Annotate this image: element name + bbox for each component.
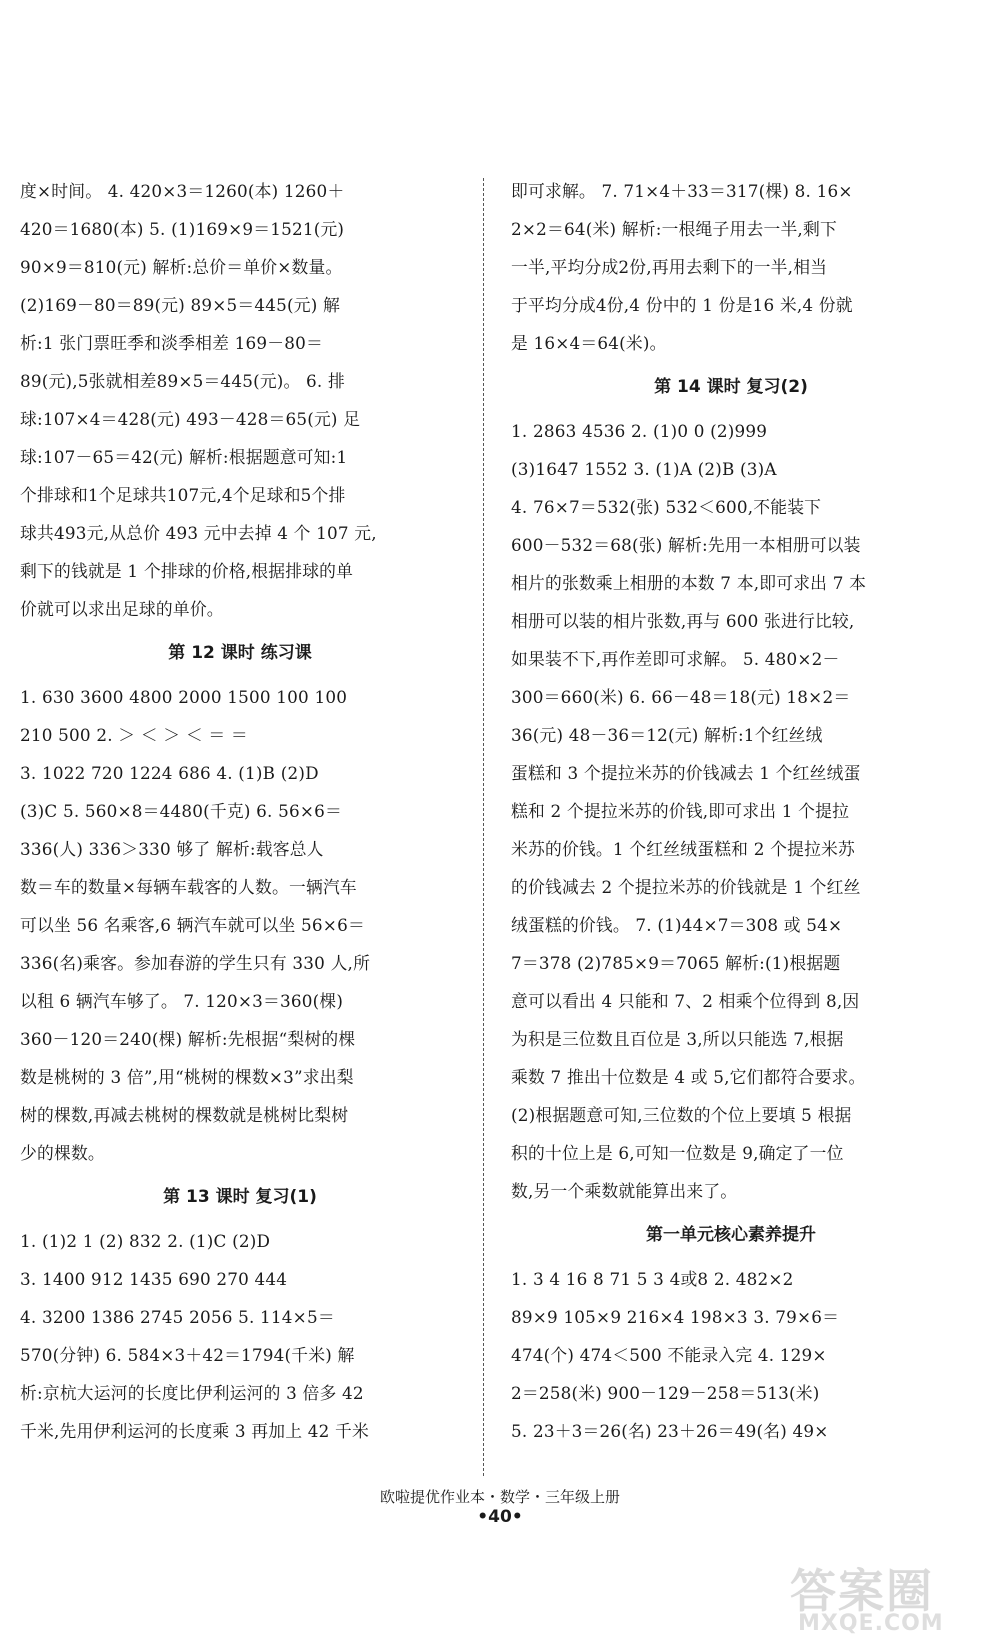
text-line: 可以坐 56 名乘客,6 辆汽车就可以坐 56×6＝ (20, 915, 365, 935)
footer-book-series: 欧啦提优作业本・数学・三年级上册 (379, 1488, 620, 1506)
text-line: 价就可以求出足球的单价。 (20, 599, 224, 619)
text-line: 糕和 2 个提拉米苏的价钱,即可求出 1 个提拉 (511, 801, 850, 821)
left-column (20, 172, 460, 1450)
text-line: 相册可以装的相片张数,再与 600 张进行比较, (511, 611, 855, 631)
text-line: 析:京杭大运河的长度比伊利运河的 3 倍多 42 (20, 1383, 364, 1403)
text-line: 4. 76×7＝532(张) 532＜600,不能装下 (511, 497, 822, 517)
text-line: 即可求解。 7. 71×4＋33＝317(棵) 8. 16× (511, 181, 853, 201)
text-line: 千米,先用伊利运河的长度乘 3 再加上 42 千米 (20, 1421, 369, 1441)
text-line: 相片的张数乘上相册的本数 7 本,即可求出 7 本 (511, 573, 867, 593)
text-line: 90×9＝810(元) 解析:总价＝单价×数量。 (20, 257, 343, 277)
text-line: 3. 1022 720 1224 686 4. (1)B (2)D (20, 763, 319, 783)
text-line: 7＝378 (2)785×9＝7065 解析:(1)根据题 (511, 953, 841, 973)
text-line: 4. 3200 1386 2745 2056 5. 114×5＝ (20, 1307, 335, 1327)
text-line: 绒蛋糕的价钱。 7. (1)44×7＝308 或 54× (511, 915, 843, 935)
column-divider (483, 178, 484, 1476)
text-line: 89×9 105×9 216×4 198×3 3. 79×6＝ (511, 1307, 840, 1327)
text-line: 1. 630 3600 4800 2000 1500 100 100 (20, 687, 348, 707)
text-line: 300＝660(米) 6. 66－48＝18(元) 18×2＝ (511, 687, 851, 707)
text-line: 的价钱减去 2 个提拉米苏的价钱就是 1 个红丝 (511, 877, 861, 897)
text-line: 2×2＝64(米) 解析:一根绳子用去一半,剩下 (511, 219, 837, 239)
text-line: 如果装不下,再作差即可求解。 5. 480×2－ (511, 649, 840, 669)
text-line: 球:107×4＝428(元) 493－428＝65(元) 足 (20, 409, 361, 429)
text-line: (3)C 5. 560×8＝4480(千克) 6. 56×6＝ (20, 801, 342, 821)
text-line: 2＝258(米) 900－129－258＝513(米) (511, 1383, 820, 1403)
text-line: 个排球和1个足球共107元,4个足球和5个排 (20, 485, 346, 505)
text-line: 数是桃树的 3 倍”,用“桃树的棵数×3”求出梨 (20, 1067, 354, 1087)
text-line: 570(分钟) 6. 584×3＋42＝1794(千米) 解 (20, 1345, 355, 1365)
text-line: 球共493元,从总价 493 元中去掉 4 个 107 元, (20, 523, 377, 543)
section-heading-lesson-14: 第 14 课时 复习(2) (654, 377, 808, 397)
page-number: •40• (477, 1507, 523, 1527)
text-line: 意可以看出 4 只能和 7、2 相乘个位得到 8,因 (511, 991, 860, 1011)
text-line: 蛋糕和 3 个提拉米苏的价钱减去 1 个红丝绒蛋 (511, 763, 861, 783)
right-block-2 (511, 412, 951, 1210)
text-line: (3)1647 1552 3. (1)A (2)B (3)A (511, 459, 777, 479)
text-line: 乘数 7 推出十位数是 4 或 5,它们都符合要求。 (511, 1067, 866, 1087)
text-line: 36(元) 48－36＝12(元) 解析:1个红丝绒 (511, 725, 823, 745)
text-line: 数,另一个乘数就能算出来了。 (511, 1181, 738, 1201)
text-line: 1. 3 4 16 8 71 5 3 4或8 2. 482×2 (511, 1269, 794, 1289)
text-line: 以租 6 辆汽车够了。 7. 120×3＝360(棵) (20, 991, 344, 1011)
text-line: (2)根据题意可知,三位数的个位上要填 5 根据 (511, 1105, 852, 1125)
text-line: 于平均分成4份,4 份中的 1 份是16 米,4 份就 (511, 295, 853, 315)
text-line: 树的棵数,再减去桃树的棵数就是桃树比梨树 (20, 1105, 349, 1125)
text-line: 3. 1400 912 1435 690 270 444 (20, 1269, 288, 1289)
text-line: 89(元),5张就相差89×5＝445(元)。 6. 排 (20, 371, 345, 391)
left-block-1 (20, 172, 460, 628)
section-heading-lesson-13: 第 13 课时 复习(1) (163, 1187, 317, 1207)
text-line: 5. 23＋3＝26(名) 23＋26＝49(名) 49× (511, 1421, 829, 1441)
text-line: 少的棵数。 (20, 1143, 105, 1163)
section-heading-unit-review: 第一单元核心素养提升 (646, 1225, 816, 1245)
text-line: 是 16×4＝64(米)。 (511, 333, 667, 353)
right-block-3 (511, 1260, 951, 1450)
text-line: 米苏的价钱。1 个红丝绒蛋糕和 2 个提拉米苏 (511, 839, 856, 859)
text-line: (2)169－80＝89(元) 89×5＝445(元) 解 (20, 295, 340, 315)
text-line: 360－120＝240(棵) 解析:先根据“梨树的棵 (20, 1029, 356, 1049)
text-line: 度×时间。 4. 420×3＝1260(本) 1260＋ (20, 181, 345, 201)
text-line: 球:107－65＝42(元) 解析:根据题意可知:1 (20, 447, 348, 467)
left-block-2 (20, 678, 460, 1172)
text-line: 600－532＝68(张) 解析:先用一本相册可以装 (511, 535, 861, 555)
text-line: 剩下的钱就是 1 个排球的价格,根据排球的单 (20, 561, 354, 581)
text-line: 析:1 张门票旺季和淡季相差 169－80＝ (20, 333, 323, 353)
left-block-3 (20, 1222, 460, 1450)
watermark-logo (790, 1555, 990, 1645)
text-line: 420＝1680(本) 5. (1)169×9＝1521(元) (20, 219, 345, 239)
watermark-main-text: 答案圈 (790, 1564, 934, 1618)
right-column (511, 172, 951, 1450)
text-line: 1. 2863 4536 2. (1)0 0 (2)999 (511, 421, 768, 441)
text-line: 336(人) 336＞330 够了 解析:载客总人 (20, 839, 324, 859)
text-line: 积的十位上是 6,可知一位数是 9,确定了一位 (511, 1143, 844, 1163)
text-line: 336(名)乘客。参加春游的学生只有 330 人,所 (20, 953, 371, 973)
text-line: 474(个) 474＜500 不能录入完 4. 129× (511, 1345, 827, 1365)
text-line: 数＝车的数量×每辆车载客的人数。一辆汽车 (20, 877, 357, 897)
text-line: 一半,平均分成2份,再用去剩下的一半,相当 (511, 257, 828, 277)
text-line: 210 500 2. ＞ ＜ ＞ ＜ ＝ ＝ (20, 725, 248, 745)
text-line: 1. (1)2 1 (2) 832 2. (1)C (2)D (20, 1231, 271, 1251)
text-line: 为积是三位数且百位是 3,所以只能选 7,根据 (511, 1029, 844, 1049)
right-block-1 (511, 172, 951, 362)
watermark-url-text: MXQE.COM (798, 1611, 944, 1636)
section-heading-lesson-12: 第 12 课时 练习课 (168, 643, 312, 663)
